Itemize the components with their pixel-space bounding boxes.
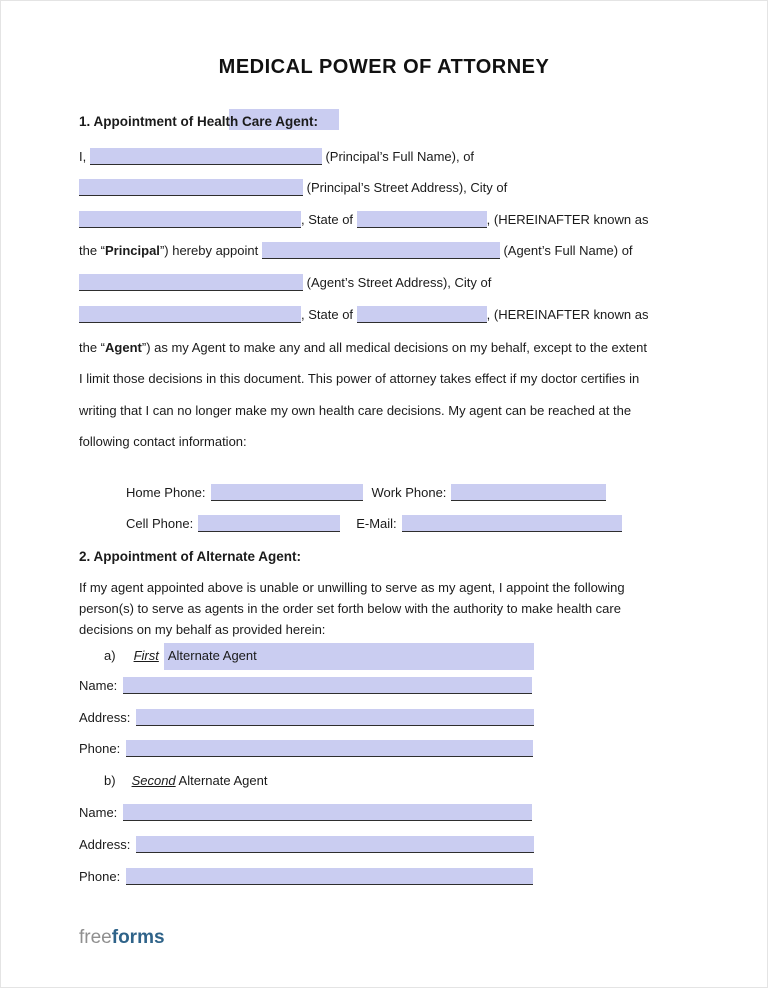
phone-label: Phone: [79,741,121,756]
alt2-address-row [79,835,534,855]
body-text: , (HEREINAFTER known as [486,307,649,322]
body-line-10 [79,432,247,452]
alt2-phone-field[interactable] [126,868,533,885]
body-text: the “ [79,340,106,355]
body-line-7 [79,338,647,358]
body-text: If my agent appointed above is unable or unwilling to serve as my agent, I appoint the following [79,580,625,595]
principal-state-field[interactable] [357,211,487,228]
body-text: the “ [79,243,106,258]
body-text: following contact information: [79,434,247,449]
second-alternate-agent-row [104,771,267,791]
work-phone-field[interactable] [451,484,606,501]
body-text: (Agent’s Full Name) of [499,243,633,258]
principal-street-address-field[interactable] [79,179,303,196]
alt2-address-field[interactable] [136,836,534,853]
agent-state-field[interactable] [357,306,487,323]
alt1-address-row [79,708,534,728]
alt1-phone-field[interactable] [126,740,533,757]
section2-body-line-3 [79,620,325,640]
name-label: Name: [79,678,118,693]
cell-phone-field[interactable] [198,515,340,532]
section2-heading [79,547,301,567]
work-phone-label: Work Phone: [371,485,447,500]
body-text: ”) as my Agent to make any and all medical decisions on my behalf, except to the extent [141,340,647,355]
bold-term-principal: Principal [105,243,160,258]
alt1-phone-row [79,739,533,759]
alt-agent-label: Alternate Agent [175,773,268,788]
principal-city-state-line [79,210,648,230]
name-label: Name: [79,805,118,820]
body-text: , State of [301,307,357,322]
body-text: (Principal’s Full Name), of [321,149,475,164]
section1-heading-text: 1. Appointment of Health Care Agent: [79,114,319,129]
section1-heading [79,112,318,132]
first-alternate-agent-row [104,643,534,670]
address-label: Address: [79,710,131,725]
body-line-8 [79,369,639,389]
agent-city-field[interactable] [79,306,301,323]
agent-full-name-field[interactable] [262,242,500,259]
body-text: , (HEREINAFTER known as [486,212,649,227]
bold-term-agent: Agent [105,340,142,355]
list-marker-a: a) [104,648,116,663]
alt2-phone-row [79,867,533,887]
alt1-name-row [79,676,532,696]
body-text: , State of [301,212,357,227]
body-text: writing that I can no longer make my own health care decisions. My agent can be reached at the [79,403,632,418]
first-alternate-agent-field-highlight[interactable] [164,643,534,670]
home-phone-field[interactable] [211,484,363,501]
section2-heading-text: 2. Appointment of Alternate Agent: [79,549,301,564]
home-phone-label: Home Phone: [126,485,206,500]
logo-text-forms: forms [111,927,165,948]
ordinal-first: First [133,648,159,663]
alt1-name-field[interactable] [123,677,532,694]
body-line-9 [79,401,631,421]
alt2-name-field[interactable] [123,804,532,821]
alt-agent-label: Alternate Agent [167,648,257,663]
ordinal-second: Second [131,773,176,788]
body-text: person(s) to serve as agents in the order set forth below with the authority to make health care [79,601,621,616]
list-marker-b: b) [104,773,116,788]
document-title: MEDICAL POWER OF ATTORNEY [218,56,550,78]
contact-row-2 [126,514,622,534]
freeforms-logo [79,927,165,949]
body-text: decisions on my behalf as provided herein: [79,622,326,637]
body-text: ”) hereby appoint [159,243,262,258]
body-text: I, [79,149,90,164]
address-label: Address: [79,837,131,852]
agent-city-state-line [79,305,648,325]
agent-appointment-line [79,241,633,261]
body-text: (Principal’s Street Address), City of [303,180,508,195]
alt2-name-row [79,803,532,823]
principal-address-line [79,178,507,198]
email-label: E-Mail: [356,516,397,531]
agent-street-address-field[interactable] [79,274,303,291]
principal-full-name-field[interactable] [90,148,322,165]
logo-text-free: free [79,927,112,948]
principal-name-line [79,147,474,167]
email-field[interactable] [402,515,622,532]
phone-label: Phone: [79,869,121,884]
cell-phone-label: Cell Phone: [126,516,194,531]
section2-body-line-1 [79,578,625,598]
principal-city-field[interactable] [79,211,301,228]
body-text: (Agent’s Street Address), City of [303,275,492,290]
contact-row-1 [126,483,606,503]
alt1-address-field[interactable] [136,709,534,726]
agent-address-line [79,273,491,293]
section2-body-line-2 [79,599,621,619]
body-text: I limit those decisions in this document. This power of attorney takes effect if my doctor certifies in [79,371,640,386]
